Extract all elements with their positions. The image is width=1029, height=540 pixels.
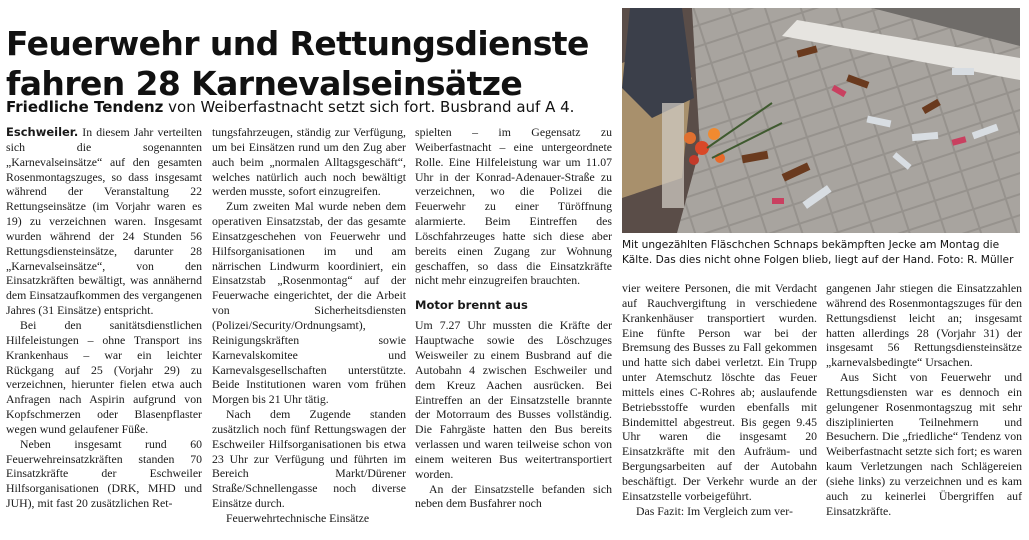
paragraph: vier weitere Personen, die mit Verdacht auf Rauchvergiftung in verschiedene Krankenhäuser transportiert wurden. Eine fünfte Person war bei der Bremsung des Busses zu Fall gekommen und hatte sich dabei verletzt. Ein Trupp unter Atemschutz löschte das Feuer mittels eines C-Rohres ab; auslaufende Betriebsstoffe wurden ebenfalls mit Bindemittel abgestreut. Bis gegen 9.45 Uhr waren die insgesamt 20 Einsatzkräfte mit den Aufräum- und Bergungsarbeiten auf der Autobahn beschäftigt. Der Verkehr wurde an der Einsatzstelle vorbeigeführt. xyxy=(622,281,817,503)
paragraph: Neben insgesamt rund 60 Feuerwehreinsatzkräften standen 70 Einsatzkräfte der Eschweiler Hilfsorganisationen (DRK, MHD und JUH), mit fast 20 zusätzlichen Ret- xyxy=(6,436,202,511)
paragraph: An der Einsatzstelle befanden sich neben dem Busfahrer noch xyxy=(415,481,612,511)
subheadline xyxy=(6,97,618,117)
paragraph: spielten – im Gegensatz zu Weiberfastnacht – eine untergeordnete Rolle. Eine Hilfeleistung war um 11.07 Uhr in der Konrad-Adenauer-Straße zu verzeichnen, wo die Polizei die Feuerwehr zu einer Türöffnung alarmierte. Beim Eintreffen des Löschfahrzeuges hatte sich diese aber bereits einen Zugang zur Wohnung geschaffen, so dass die Einsatzkräfte nicht mehr einzugreifen brauchten. xyxy=(415,125,612,288)
paragraph: Aus Sicht von Feuerwehr und Rettungsdiensten war es dennoch ein gelungener Rosenmontagszug mit sehr disziplinierten Teilnehmern und Besuchern. Die „friedliche“ Tendenz von Weiberfastnacht setzte sich fort; es waren kaum Verletzungen nach Schlägereien (siehe links) zu verzeichnen und es kam auch zu keinerlei Übergriffen auf Einsatzkräfte. xyxy=(826,370,1022,518)
article-column-5 xyxy=(826,281,1022,519)
photo-bottles-illustration xyxy=(622,8,1020,233)
paragraph: tungsfahrzeugen, ständig zur Verfügung, um bei Einsätzen rund um den Zug aber auch beim „normalen Alltagsgeschäft“, welches natürlich auch noch bewältigt werden musste, sofort einzugreifen. xyxy=(212,125,406,199)
paragraph-text: In diesem Jahr verteilten sich die sogenannten „Karnevalseinsätze“ auf den gesamten Rosenmontagszuges, so dass insgesamt während der Veranstaltung 22 Rettungseinsätze (im Vorjahr waren es 19) zu verzeichnen waren. Insgesamt wurden während der 24 Stunden 56 Rettungsdiensteinsätze, darunter 28 „Karnevalseinsätze“, von den Einsatzkräften bewältigt, was annähernd dem Einsatzaufkommen des vergangenen Jahres (31 Einsätze) entspricht. xyxy=(6,125,203,318)
paragraph: Das Fazit: Im Vergleich zum ver- xyxy=(636,503,793,518)
paragraph xyxy=(6,125,202,318)
paragraph: Um 7.27 Uhr mussten die Kräfte der Hauptwache sowie des Löschzuges Weisweiler zu einem Busbrand auf die Autobahn 4 zwischen Eschweiler und dem Kreuz Aachen ausrücken. Bei Eintreffen an der Einsatzstelle brannte der Motorraum des Busses vollständig. Die Fahrgäste hatten den Bus bereits verlassen und waren teilweise schon von einem weiteren Bus weitertransportiert worden. xyxy=(415,318,612,481)
paragraph: gangenen Jahr stiegen die Einsatzzahlen während des Rosenmontagszuges für den Rettungsdienst leicht an; insgesamt hatten allerdings 28 (Vorjahr 31) der insgesamt 56 Rettungsdiensteinsätze „karnevalsbedingte“ Ursachen. xyxy=(826,281,1022,370)
dateline: Eschweiler. xyxy=(6,125,79,139)
paragraph: Nach dem Zugende standen zusätzlich noch fünf Rettungswagen der Eschweiler Hilfsorganisationen bis etwa 23 Uhr zur Verfügung und führten im Bereich Markt/Dürener Straße/Schnellengasse noch diverse Einsätze durch. xyxy=(212,407,406,511)
paragraph: Bei den sanitätsdienstlichen Hilfeleistungen – ohne Transport ins Krankenhaus – war ein leichter Rückgang auf 25 (Vorjahr 29) zu verzeichnen, hierunter fielen etwa auch Anfragen nach Aspirin aufgrund von Kopfschmerzen oder Blasenpflaster wegen wund gelaufener Füße. xyxy=(6,317,202,436)
photo-caption: Mit ungezählten Fläschchen Schnaps bekämpften Jecke am Montag die Kälte. Das dies nicht ohne Folgen blieb, liegt auf der Hand. Foto: R. Müller xyxy=(622,239,1014,266)
paragraph: Zum zweiten Mal wurde neben dem operativen Einsatzstab, der das gesamte Einsatzgeschehen von Feuerwehr und Hilfsorganisationen im und am närrischen Lindwurm koordiniert, ein Einsatzstab „Rosenmontag“ auf der Feuerwache eingerichtet, der die Arbeit von Sicherheitsdiensten (Polizei/Security/Ordnungsamt), Reinigungskräften sowie Karnevalskomitee und Karnevalsgesellschaften unterstützte. Beide Institutionen waren vom frühen Morgen bis 21 Uhr tätig. xyxy=(212,199,406,407)
section-heading: Motor brennt aus xyxy=(415,298,528,313)
article-photo xyxy=(622,8,1020,233)
subheadline-rest: von Weiberfastnacht setzt sich fort. Busbrand auf A 4. xyxy=(163,98,575,116)
headline: Feuerwehr und Rettungsdienste fahren 28 Karnevalseinsätze xyxy=(6,24,589,104)
article-column-3 xyxy=(415,125,612,511)
paragraph: Feuerwehrtechnische Einsätze xyxy=(226,510,370,525)
subheadline-bold: Friedliche Tendenz xyxy=(6,98,164,116)
article-column-4 xyxy=(622,281,817,519)
article-column-1 xyxy=(6,125,202,511)
article-column-2 xyxy=(212,125,406,526)
